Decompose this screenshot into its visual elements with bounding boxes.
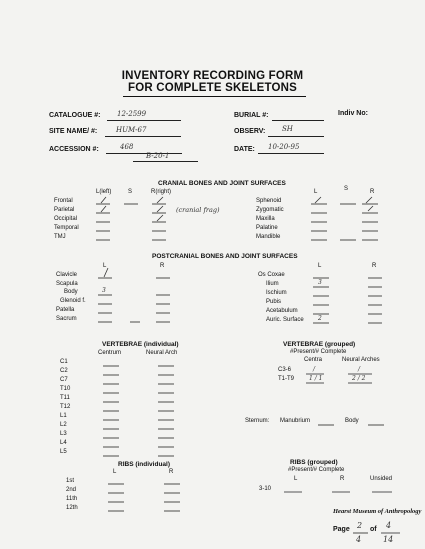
vertebra-row-label: C7 (60, 377, 68, 383)
vertebra-row-label: T10 (60, 386, 71, 392)
ribs-ind-col-l: L (113, 469, 117, 475)
cranial-left-item: Temporal (54, 225, 79, 231)
ribs-grp-title: RIBS (grouped) (290, 459, 338, 466)
postcranial-col-l: L (103, 263, 107, 269)
rib-row-label: 2nd (66, 487, 77, 493)
burial-label: BURIAL #: (234, 112, 269, 119)
vertebra-row-label: C1 (60, 359, 68, 365)
postcranial-left-item: Patella (56, 307, 75, 313)
scapula-body-value: 3 (102, 287, 106, 294)
cranial-right-col-s: S (344, 186, 349, 192)
vertebra-row-label: L4 (60, 440, 67, 446)
manubrium-label: Manubrium (280, 418, 311, 424)
ribs-ind-col-r: R (169, 469, 174, 475)
cranial-right-item: Zygomatic (256, 207, 284, 213)
cranial-right-col-r: R (370, 189, 375, 195)
cranial-left-item: Frontal (54, 198, 73, 204)
vertebra-row-label: L5 (60, 449, 67, 455)
vertebrae-grp-row: C3-6 (278, 367, 292, 373)
postcranial-left-item: Glenoid f. (60, 298, 86, 304)
cranial-right-item: Palatine (256, 225, 278, 231)
postcranial-left-item: Sacrum (56, 316, 77, 322)
vertebrae-grp-title: VERTEBRAE (grouped) (283, 341, 356, 348)
rib-row-label: 11th (66, 496, 78, 502)
postcranial-right-col-r: R (372, 263, 377, 269)
date-value[interactable]: 10-20-95 (268, 143, 300, 151)
postcranial-left-item: Scapula (56, 281, 78, 287)
ribs-grp-col-l: L (294, 476, 298, 482)
cranial-right-item: Sphenoid (256, 198, 282, 204)
postcranial-right-col-l: L (318, 263, 322, 269)
ribs-ind-title: RIBS (individual) (118, 461, 170, 468)
catalogue-value[interactable]: 12-2599 (117, 110, 147, 118)
page-of-label: of (370, 526, 377, 533)
sternum-body-label: Body (345, 418, 359, 424)
page-total: 4 (386, 521, 392, 530)
vertebrae-ind-title: VERTEBRAE (individual) (102, 341, 179, 348)
accession-sub-value: B-20-1 (146, 152, 170, 160)
postcranial-right-item: Pubis (266, 299, 282, 305)
cranial-left-item: Parietal (54, 207, 75, 213)
cranial-right-item: Maxilla (256, 216, 275, 222)
form-title-line1: INVENTORY RECORDING FORM (121, 70, 304, 82)
date-label: DATE: (234, 146, 255, 153)
ribs-grp-row: 3-10 (259, 486, 272, 492)
postcranial-left-item: Body (64, 289, 78, 295)
ilium-value: 3 (318, 279, 322, 286)
cranial-right-col-l: L (314, 189, 318, 195)
cranial-col-right: R(right) (151, 189, 172, 195)
postcranial-right-item: Os Coxae (258, 272, 285, 278)
vertebra-row-label: T11 (60, 395, 70, 401)
page-label: Page (333, 526, 350, 533)
form-title-line2: FOR COMPLETE SKELETONS (127, 82, 298, 94)
page-number-alt: 4 (356, 535, 362, 544)
catalogue-label: CATALOGUE #: (49, 112, 101, 119)
cranial-right-item: Mandible (256, 234, 281, 240)
c36-neural-value: / (358, 366, 361, 373)
sternum-label: Sternum: (245, 418, 270, 424)
cranial-col-left: L(left) (96, 189, 112, 195)
auric-value: 2 (318, 315, 322, 322)
cranial-note: (cranial frag) (176, 206, 220, 214)
accession-value[interactable]: 468 (120, 143, 134, 151)
vertebra-row-label: T12 (60, 404, 71, 410)
postcranial-right-item: Auric. Surface (266, 317, 304, 323)
cranial-col-s: S (128, 189, 133, 195)
observ-value[interactable]: SH (282, 125, 293, 133)
museum-label: Hearst Museum of Anthropology (333, 508, 422, 515)
vertebra-row-label: C2 (60, 368, 68, 374)
cranial-left-item: TMJ (54, 234, 66, 240)
rib-row-label: 1st (66, 478, 75, 484)
ribs-grp-col-unsided: Unsided (370, 476, 393, 482)
vertebra-row-label: L2 (60, 422, 67, 428)
vertebrae-grp-col-neural: Neural Arches (342, 357, 380, 363)
cranial-title: CRANIAL BONES AND JOINT SURFACES (158, 180, 286, 187)
vertebrae-grp-subtitle: #Present/# Complete (290, 349, 347, 355)
page-total-alt: 14 (383, 535, 394, 544)
postcranial-col-r: R (160, 263, 165, 269)
ribs-grp-col-r: R (340, 476, 345, 482)
page-number: 2 (357, 521, 363, 530)
accession-label: ACCESSION #: (49, 146, 99, 153)
t19-centra-value: 1 / 1 (309, 375, 323, 382)
vertebrae-grp-row: T1-T9 (278, 376, 295, 382)
rib-row-label: 12th (66, 505, 78, 511)
postcranial-left-item: Clavicle (56, 272, 78, 278)
c36-centra-value: / (313, 366, 316, 373)
postcranial-right-item: Ilium (266, 281, 279, 287)
postcranial-title: POSTCRANIAL BONES AND JOINT SURFACES (152, 253, 298, 260)
postcranial-right-item: Ischium (266, 290, 287, 296)
vertebra-row-label: L1 (60, 413, 67, 419)
vertebrae-grp-col-centra: Centra (304, 357, 323, 363)
vertebrae-ind-col-centrum: Centrum (98, 350, 122, 356)
t19-neural-value: 2 / 2 (352, 375, 366, 382)
vertebra-row-label: L3 (60, 431, 67, 437)
site-value[interactable]: HUM-67 (116, 126, 147, 134)
vertebrae-ind-col-neural: Neural Arch (146, 350, 178, 356)
indiv-label: Indiv No: (338, 110, 368, 117)
observ-label: OBSERV: (234, 128, 266, 135)
ribs-grp-subtitle: #Present/# Complete (288, 467, 345, 473)
cranial-left-item: Occipital (54, 216, 78, 222)
postcranial-right-item: Acetabulum (266, 308, 298, 314)
site-label: SITE NAME/ #: (49, 128, 98, 135)
